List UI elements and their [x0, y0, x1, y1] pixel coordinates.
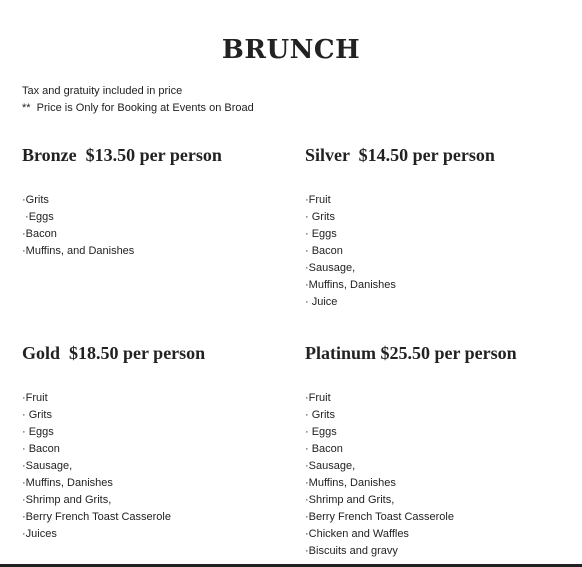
menu-item: ·Berry French Toast Casserole [305, 511, 454, 523]
booking-note: ** Price is Only for Booking at Events on Broad [22, 102, 254, 114]
menu-item: ·Eggs [22, 211, 54, 223]
tier-bronze [22, 144, 292, 260]
tier-silver [305, 144, 575, 311]
menu-item: ·Bacon [22, 228, 57, 240]
tier-heading: Platinum $25.50 per person [305, 343, 517, 363]
menu-item: ·Muffins, Danishes [305, 279, 396, 291]
menu-item: ·Juices [22, 528, 57, 540]
menu-item: ·Chicken and Waffles [305, 528, 409, 540]
menu-item: ·Shrimp and Grits, [22, 494, 112, 506]
menu-item: ·Fruit [22, 392, 48, 404]
tier-heading: Gold $18.50 per person [22, 343, 206, 363]
menu-item: ·Grits [22, 194, 49, 206]
menu-item: ·Biscuits and gravy [305, 545, 398, 557]
tier-heading: Bronze $13.50 per person [22, 145, 222, 165]
menu-item: · Grits [22, 409, 52, 421]
menu-item: · Eggs [305, 228, 337, 240]
tier-item-list [22, 390, 292, 543]
tier-heading: Silver $14.50 per person [305, 145, 495, 165]
tax-note: Tax and gratuity included in price [22, 85, 183, 97]
menu-item: · Eggs [22, 426, 54, 438]
menu-item: ·Berry French Toast Casserole [22, 511, 171, 523]
price-notes [22, 83, 254, 117]
menu-item: · Eggs [305, 426, 337, 438]
menu-item: · Bacon [305, 443, 343, 455]
menu-item: ·Muffins, Danishes [305, 477, 396, 489]
tier-item-list [305, 192, 575, 311]
menu-item: · Juice [305, 296, 338, 308]
tier-item-list [305, 390, 575, 560]
menu-item: · Grits [305, 409, 335, 421]
menu-item: ·Sausage, [305, 262, 356, 274]
menu-item: · Grits [305, 211, 335, 223]
tier-item-list [22, 192, 292, 260]
menu-item: ·Shrimp and Grits, [305, 494, 395, 506]
menu-item: ·Muffins, Danishes [22, 477, 113, 489]
menu-item: ·Fruit [305, 392, 331, 404]
menu-item: · Bacon [22, 443, 60, 455]
menu-item: ·Sausage, [305, 460, 356, 472]
page-title: BRUNCH [221, 35, 361, 66]
tier-platinum [305, 342, 575, 560]
menu-item: ·Fruit [305, 194, 331, 206]
menu-item: ·Sausage, [22, 460, 73, 472]
tier-gold [22, 342, 292, 543]
menu-item: ·Muffins, and Danishes [22, 245, 135, 257]
menu-item: · Bacon [305, 245, 343, 257]
